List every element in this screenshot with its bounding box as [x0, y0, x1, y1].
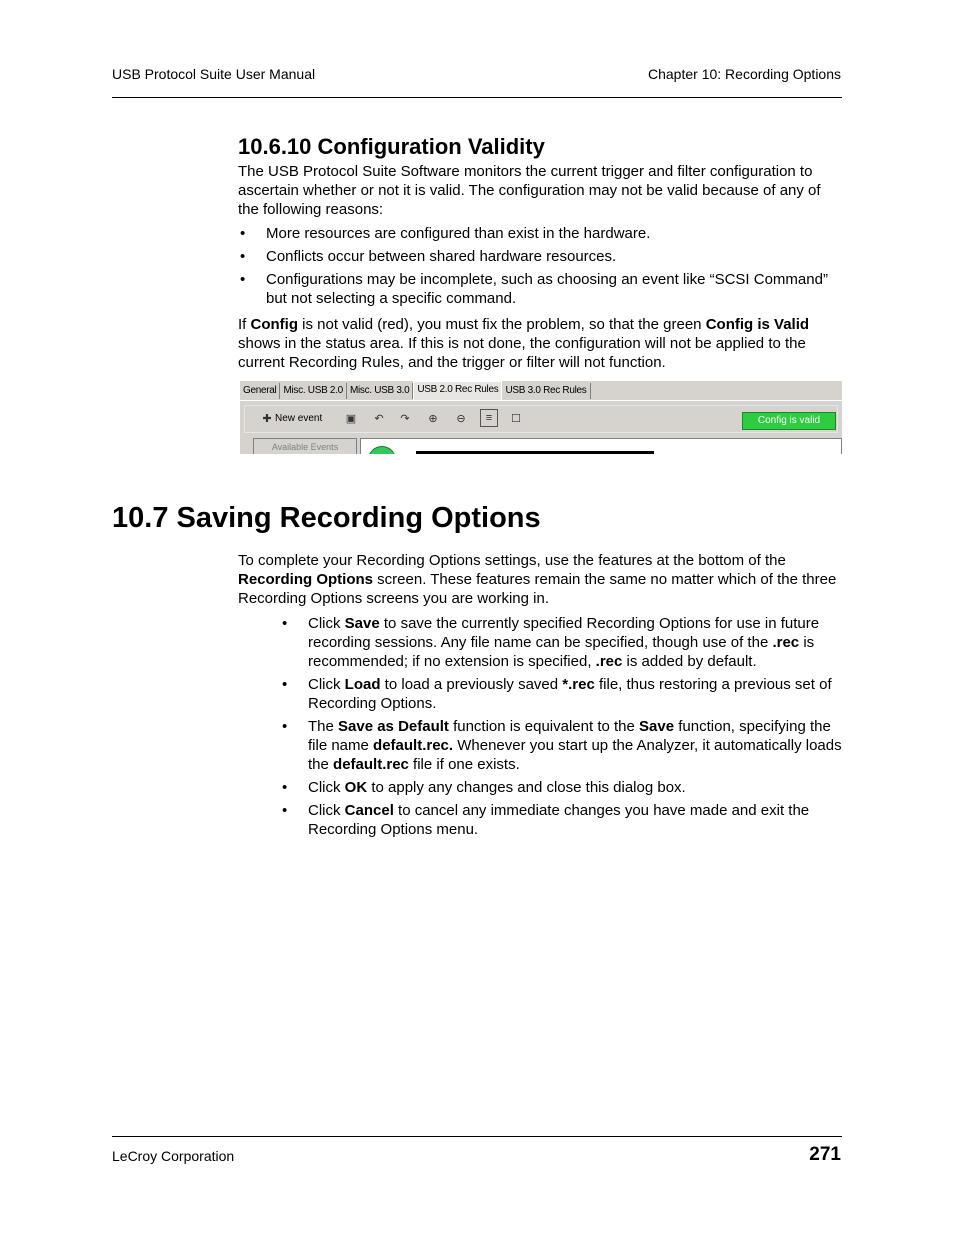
recording-rules-screenshot — [240, 381, 842, 454]
delete-icon: ▣ — [345, 412, 357, 425]
event-connector — [416, 451, 654, 454]
tab-general[interactable]: General — [240, 383, 280, 399]
config-validity-reasons — [240, 224, 846, 312]
new-event-icon: ✚ — [262, 412, 272, 425]
list-item: • Click Save to save the currently specified Recording Options for use in future recording sessions. Any file name can be specified, though use of the .rec is recommended; if no extension is specified, .rec is added by default. — [282, 615, 820, 670]
zoom-in-icon: ⊕ — [428, 412, 438, 425]
redo-icon: ↷ — [400, 412, 410, 425]
saving-options-intro: To complete your Recording Options settings, use the features at the bottom of the Recording Options screen. These features remain the same no matter which of the three Recording Options screens you are working in. — [238, 552, 837, 607]
list-item: • Click Cancel to cancel any immediate changes you have made and exit the Recording Options menu. — [282, 802, 810, 838]
zoom-out-icon: ⊖ — [456, 412, 466, 425]
page-number: 271 — [809, 1144, 841, 1165]
bullet-icon: • — [240, 248, 246, 265]
saving-options-list — [282, 614, 843, 843]
list-item: • Conflicts occur between shared hardware resources. — [240, 248, 617, 265]
section-heading-saving-options: 10.7 Saving Recording Options — [112, 502, 541, 534]
section-heading-config-validity: 10.6.10 Configuration Validity — [238, 134, 545, 159]
footer-company: LeCroy Corporation — [112, 1148, 235, 1164]
footer-rule — [112, 1136, 842, 1137]
list-item: • Click Load to load a previously saved *.rec file, thus restoring a previous set of Recording Options. — [282, 676, 832, 712]
zoom-out-button[interactable] — [453, 409, 469, 427]
bullet-icon: • — [240, 225, 246, 242]
bullet-icon: • — [282, 718, 288, 735]
zoom-in-button[interactable] — [425, 409, 441, 427]
undo-icon: ↶ — [374, 412, 384, 425]
running-header-chapter: Chapter 10: Recording Options — [648, 66, 841, 82]
tab-misc-usb-3[interactable]: Misc. USB 3.0 — [347, 383, 413, 399]
tab-divider — [240, 400, 842, 401]
properties-icon: ☐ — [511, 412, 521, 425]
config-validity-intro: The USB Protocol Suite Software monitors the current trigger and filter configuration to ascertain whether or not it is valid. The configuration may not be valid because of any of the following reasons: — [238, 163, 821, 218]
available-events-button[interactable]: Available Events — [253, 438, 357, 454]
config-status-indicator: Config is valid — [742, 412, 836, 430]
config-validity-explanation: If Config is not valid (red), you must fix the problem, so that the green Config is Valid shows in the status area. If this is not done, the configuration will not be applied to the current Recording Rules, and the trigger or filter will not function. — [238, 316, 810, 371]
redo-button[interactable] — [397, 409, 413, 427]
tab-misc-usb-2[interactable]: Misc. USB 2.0 — [280, 383, 346, 399]
running-header-title: USB Protocol Suite User Manual — [112, 66, 316, 82]
bullet-icon: • — [282, 676, 288, 693]
list-item: • The Save as Default function is equivalent to the Save function, specifying the file name default.rec. Whenever you start up the Analyzer, it automatically loads the default.rec file if one exists. — [282, 718, 842, 773]
list-item: • More resources are configured than exist in the hardware. — [240, 225, 651, 242]
undo-button[interactable] — [371, 409, 387, 427]
properties-button[interactable] — [508, 409, 524, 427]
new-event-button[interactable]: ✚ New event — [259, 409, 322, 427]
layout-button[interactable] — [480, 409, 498, 427]
list-item: • Configurations may be incomplete, such as choosing an event like “SCSI Command” but not selecting a specific command. — [240, 271, 828, 307]
header-rule — [112, 97, 842, 98]
tab-strip — [240, 383, 591, 401]
list-item: • Click OK to apply any changes and close this dialog box. — [282, 779, 686, 796]
tab-usb-3-rec-rules[interactable]: USB 3.0 Rec Rules — [502, 383, 590, 399]
tab-usb-2-rec-rules[interactable]: USB 2.0 Rec Rules — [413, 381, 502, 400]
delete-button[interactable] — [343, 409, 359, 427]
bullet-icon: • — [282, 779, 288, 796]
layout-icon: ≡ — [480, 409, 498, 427]
bullet-icon: • — [282, 802, 288, 819]
bullet-icon: • — [240, 271, 246, 288]
bullet-icon: • — [282, 615, 288, 632]
